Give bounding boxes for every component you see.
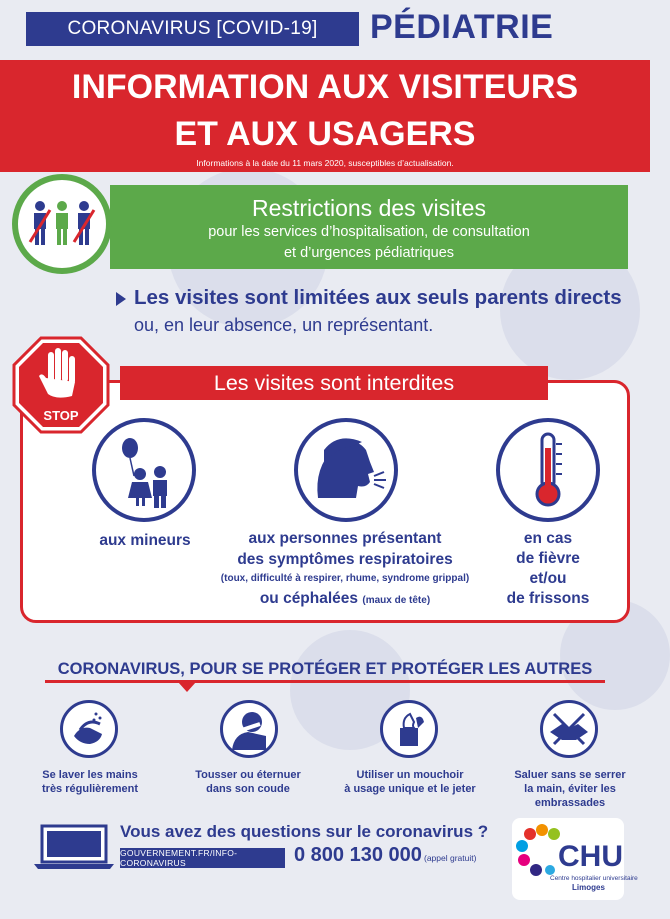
tip-cough-line-1: Tousser ou éternuer — [195, 769, 301, 781]
visits-representative-text: ou, en leur absence, un représentant. — [134, 315, 434, 335]
symptoms-line-1: aux personnes présentant — [248, 530, 442, 547]
questions-heading: Vous avez des questions sur le coronavirus ? — [120, 822, 489, 841]
fever-line-3: et/ou — [529, 570, 567, 587]
section-title: PÉDIATRIE — [370, 8, 554, 46]
speech-notch — [178, 682, 196, 692]
fever-line-2: de fièvre — [516, 550, 580, 567]
update-note: Informations à la date du 11 mars 2020, susceptibles d’actualisation. — [196, 158, 454, 168]
hand-washing-icon — [60, 700, 118, 758]
free-call-note: (appel gratuit) — [424, 853, 477, 863]
cough-elbow-icon — [220, 700, 278, 758]
symptoms-line-4 — [205, 590, 485, 608]
no-handshake-icon — [540, 700, 598, 758]
tip-tissue-line-2: à usage unique et le jeter — [344, 783, 476, 795]
protection-divider — [45, 680, 605, 683]
symptoms-line-3: (toux, difficulté à respirer, rhume, syndrome grippal) — [220, 573, 470, 584]
headache-note: (maux de tête) — [362, 595, 431, 606]
fever-line-1: en cas — [523, 530, 573, 547]
restrictions-sub-2: et d’urgences pédiatriques — [283, 245, 455, 261]
thermometer-icon — [496, 418, 600, 522]
tip-wash-line-2: très régulièrement — [42, 783, 138, 795]
topic-bar: CORONAVIRUS [COVID-19] — [26, 12, 359, 46]
bullet-arrow-icon — [116, 292, 126, 306]
title-line-1: INFORMATION AUX VISITEURS — [71, 68, 579, 106]
phone-number[interactable]: 0 800 130 000 — [294, 844, 422, 866]
stop-label: STOP — [43, 408, 79, 423]
laptop-icon — [32, 824, 116, 875]
tip-wash-line-1: Se laver les mains — [42, 769, 138, 781]
minors-label: aux mineurs — [99, 532, 191, 549]
stop-sign-icon — [12, 336, 110, 434]
restrictions-title: Restrictions des visites — [252, 195, 486, 221]
tip-tissue-line-1: Utiliser un mouchoir — [356, 769, 464, 781]
people-restricted-icon — [12, 174, 112, 274]
chu-logo-line-1: Centre hospitalier universitaire — [550, 875, 638, 882]
symptoms-line-2: des symptômes respiratoires — [237, 551, 453, 568]
chu-logo-name: CHU — [558, 840, 623, 873]
coughing-person-icon — [294, 418, 398, 522]
protection-title: CORONAVIRUS, POUR SE PROTÉGER ET PROTÉGER LES AUTRES — [57, 660, 593, 678]
info-url-link[interactable]: GOUVERNEMENT.FR/INFO-CORONAVIRUS — [120, 848, 285, 868]
chu-logo — [512, 818, 638, 900]
title-line-2: ET AUX USAGERS — [174, 115, 476, 153]
tip-greet-line-2: la main, éviter les — [524, 783, 616, 795]
tip-greet-line-1: Saluer sans se serrer — [514, 769, 626, 781]
children-balloon-icon — [92, 418, 196, 522]
tip-cough-line-2: dans son coude — [206, 783, 290, 795]
headache-label: ou céphalées — [259, 590, 359, 607]
tissue-box-icon — [380, 700, 438, 758]
tip-greet-line-3: embrassades — [534, 797, 606, 809]
forbidden-visits-title: Les visites sont interdites — [120, 366, 548, 400]
restrictions-sub-1: pour les services d’hospitalisation, de consultation — [208, 224, 530, 240]
chu-logo-line-2: Limoges — [572, 883, 605, 892]
fever-line-4: de frissons — [506, 590, 590, 607]
visits-limited-text: Les visites sont limitées aux seuls parents directs — [134, 286, 622, 309]
